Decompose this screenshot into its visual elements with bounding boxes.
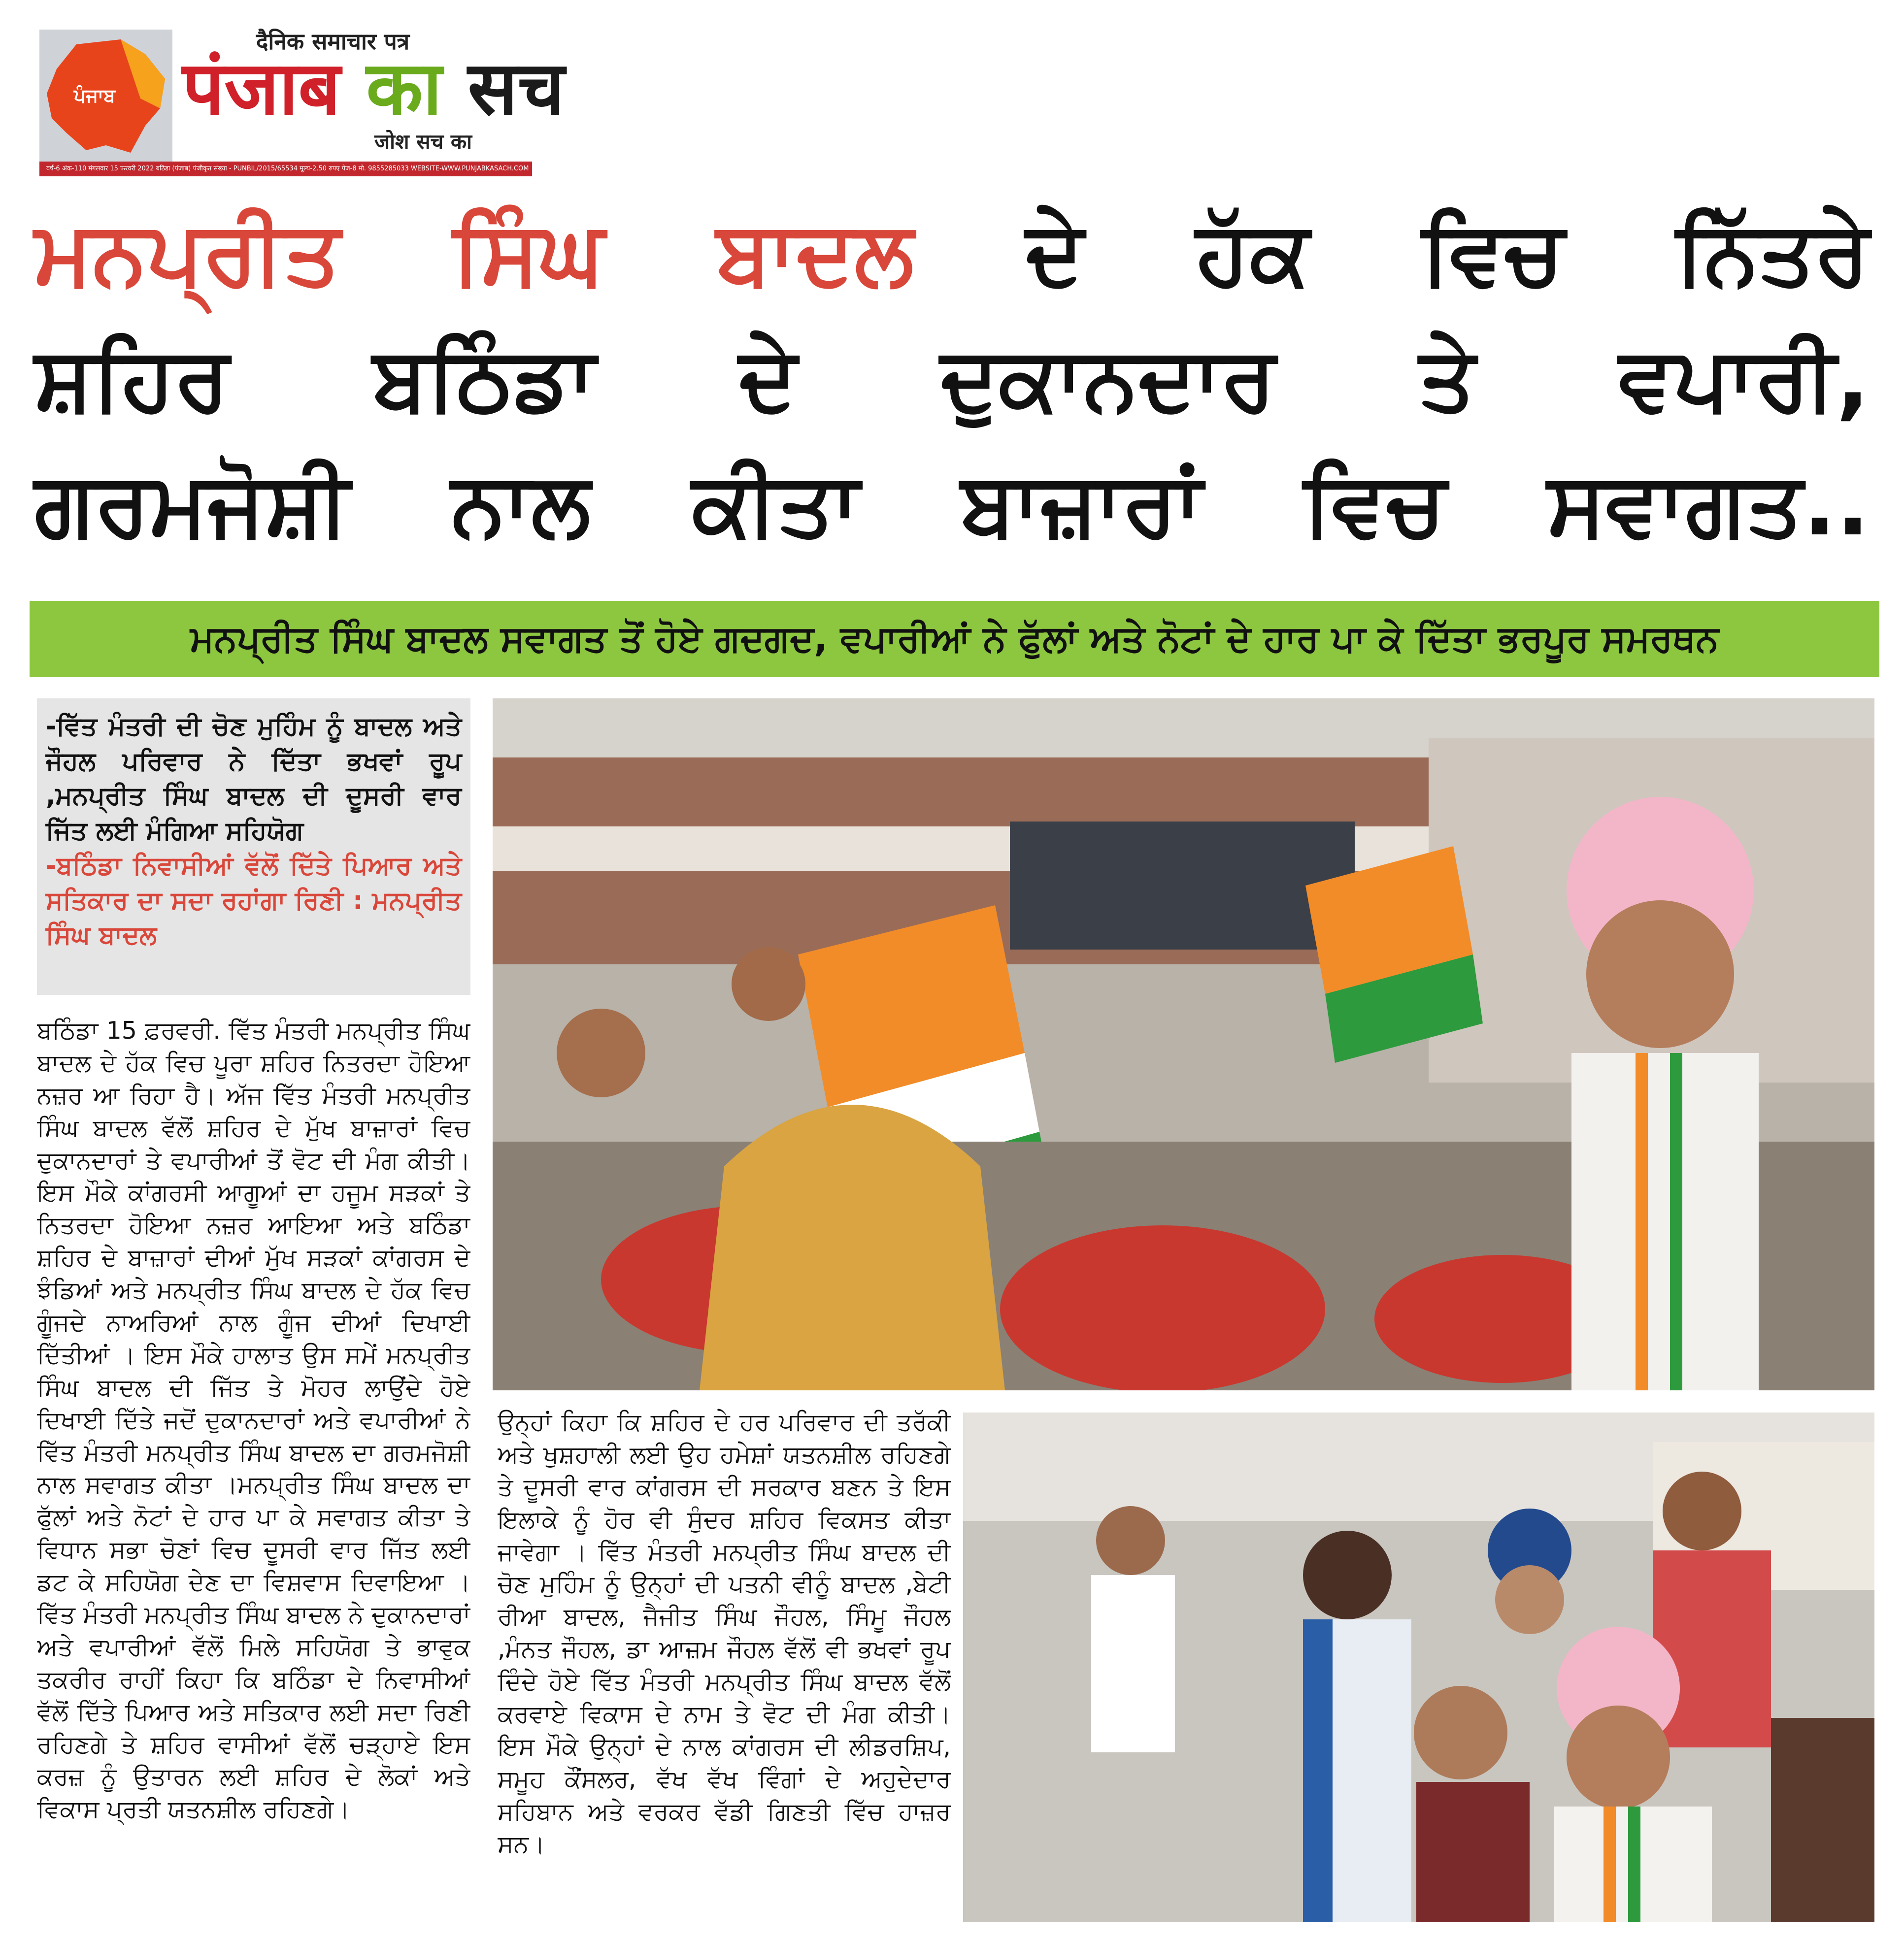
article-text: ਬਠਿੰਡਾ 15 ਫ਼ਰਵਰੀ. ਵਿੱਤ ਮੰਤਰੀ ਮਨਪ੍ਰੀਤ ਸਿੰਘ ਬਾਦਲ ਦੇ ਹੱਕ ਵਿਚ ਪੂਰਾ ਸ਼ਹਿਰ ਨਿਤਰਦਾ ਹੋਇਆ ਨਜ਼ਰ ਆ ਰਿਹਾ ਹੈ। ਅੱਜ ਵਿੱਤ ਮੰਤਰੀ ਮਨਪ੍ਰੀਤ ਸਿੰਘ ਬਾਦਲ ਵੱਲੋਂ ਸ਼ਹਿਰ ਦੇ ਮੁੱਖ ਬਾਜ਼ਾਰਾਂ ਵਿਚ ਦੁਕਾਨਦਾਰਾਂ ਤੇ ਵਪਾਰੀਆਂ ਤੋਂ ਵੋਟ ਦੀ ਮੰਗ ਕੀਤੀ।ਇਸ ਮੌਕੇ ਕਾਂਗਰਸੀ ਆਗੂਆਂ ਦਾ ਹਜੂਮ ਸੜਕਾਂ ਤੇ ਨਿਤਰਦਾ ਹੋਇਆ ਨਜ਼ਰ ਆਇਆ ਅਤੇ ਬਠਿੰਡਾ ਸ਼ਹਿਰ ਦੇ ਬਾਜ਼ਾਰਾਂ ਦੀਆਂ ਮੁੱਖ ਸੜਕਾਂ ਕਾਂਗਰਸ ਦੇ ਝੰਡਿਆਂ ਅਤੇ ਮਨਪ੍ਰੀਤ ਸਿੰਘ ਬਾਦਲ ਦੇ ਹੱਕ ਵਿਚ ਗੂੰਜਦੇ ਨਾਅਰਿਆਂ ਨਾਲ ਗੂੰਜ ਦੀਆਂ ਦਿਖਾਈ ਦਿੱਤੀਆਂ । ਇਸ ਮੌਕੇ ਹਾਲਾਤ ਉਸ ਸਮੇਂ ਮਨਪ੍ਰੀਤ ਸਿੰਘ ਬਾਦਲ ਦੀ ਜਿੱਤ ਤੇ ਮੋਹਰ ਲਾਉਂਦੇ ਹੋਏ ਦਿਖਾਈ ਦਿੱਤੇ ਜਦੋਂ ਦੁਕਾਨਦਾਰਾਂ ਅਤੇ ਵਪਾਰੀਆਂ ਨੇ ਵਿੱਤ ਮੰਤਰੀ ਮਨਪ੍ਰੀਤ ਸਿੰਘ ਬਾਦਲ ਦਾ ਗਰਮਜੋਸ਼ੀ ਨਾਲ ਸਵਾਗਤ ਕੀਤਾ ।ਮਨਪ੍ਰੀਤ ਸਿੰਘ ਬਾਦਲ ਦਾ ਫੁੱਲਾਂ ਅਤੇ ਨੋਟਾਂ ਦੇ ਹਾਰ ਪਾ ਕੇ ਸਵਾਗਤ ਕੀਤਾ ਤੇ ਵਿਧਾਨ ਸਭਾ ਚੋਣਾਂ ਵਿਚ ਦੂਸਰੀ ਵਾਰ ਜਿੱਤ ਲਈ ਡਟ ਕੇ ਸਹਿਯੋਗ ਦੇਣ ਦਾ ਵਿਸ਼ਵਾਸ ਦਿਵਾਇਆ ।ਵਿੱਤ ਮੰਤਰੀ ਮਨਪ੍ਰੀਤ ਸਿੰਘ ਬਾਦਲ ਨੇ ਦੁਕਾਨਦਾਰਾਂ ਅਤੇ ਵਪਾਰੀਆਂ ਵੱਲੋਂ ਮਿਲੇ ਸਹਿਯੋਗ ਤੇ ਭਾਵੁਕ ਤਕਰੀਰ ਰਾਹੀਂ ਕਿਹਾ ਕਿ ਬਠਿੰਡਾ ਦੇ ਨਿਵਾਸੀਆਂ ਵੱਲੋਂ ਦਿੱਤੇ ਪਿਆਰ ਅਤੇ ਸਤਿਕਾਰ ਲਈ ਸਦਾ ਰਿਣੀ ਰਹਿਣਗੇ ਤੇ ਸ਼ਹਿਰ ਵਾਸੀਆਂ ਵੱਲੋਂ ਚੜ੍ਹਾਏ ਇਸ ਕਰਜ਼ ਨੂੰ ਉਤਾਰਨ ਲਈ ਸ਼ਹਿਰ ਦੇ ਲੋਕਾਂ ਅਤੇ ਵਿਕਾਸ ਪ੍ਰਤੀ ਯਤਨਸ਼ੀਲ ਰਹਿਣਗੇ। bbox=[37, 1017, 470, 1824]
headline-word: ਬਠਿੰਡਾ bbox=[372, 328, 596, 429]
headline-word: ਨਾਲ bbox=[451, 453, 591, 555]
headline-word: ਦੁਕਾਨਦਾਰ bbox=[940, 328, 1276, 429]
headline-line-3 bbox=[34, 453, 1870, 555]
highlight-point: -ਵਿੱਤ ਮੰਤਰੀ ਦੀ ਚੋਣ ਮੁਹਿੰਮ ਨੂੰ ਬਾਦਲ ਅਤੇ ਜੌਹਲ ਪਰਿਵਾਰ ਨੇ ਦਿੱਤਾ ਭਖਵਾਂ ਰੂਪ ,ਮਨਪ੍ਰੀਤ ਸਿੰਘ ਬਾਦਲ ਦੀ ਦੂਸਰੀ ਵਾਰ ਜਿੱਤ ਲਈ ਮੰਗਿਆ ਸਹਿਯੋਗ bbox=[46, 712, 462, 846]
highlight-box bbox=[37, 698, 470, 995]
masthead-slogan: जोश सच का bbox=[374, 130, 472, 154]
headline-word: ਵਿਚ bbox=[1421, 202, 1564, 304]
headline-word: ਬਾਦਲ bbox=[716, 202, 914, 304]
headline-word: ਕੀਤਾ bbox=[692, 453, 860, 555]
masthead-title-word: सच bbox=[468, 46, 565, 131]
headline-word: ਵਪਾਰੀ, bbox=[1619, 328, 1870, 429]
masthead-title-word: का bbox=[366, 46, 442, 131]
main-photo bbox=[493, 698, 1874, 1390]
masthead-title bbox=[182, 46, 565, 131]
subheadline: ਮਨਪ੍ਰੀਤ ਸਿੰਘ ਬਾਦਲ ਸਵਾਗਤ ਤੋਂ ਹੋਏ ਗਦਗਦ, ਵਪਾਰੀਆਂ ਨੇ ਫੁੱਲਾਂ ਅਤੇ ਨੋਟਾਂ ਦੇ ਹਾਰ ਪਾ ਕੇ ਦਿੱਤਾ ਭਰਪੂਰ ਸਮਰਥਨ bbox=[30, 601, 1879, 677]
highlight-point: -ਬਠਿੰਡਾ ਨਿਵਾਸੀਆਂ ਵੱਲੋਂ ਦਿੱਤੇ ਪਿਆਰ ਅਤੇ ਸਤਿਕਾਰ ਦਾ ਸਦਾ ਰਹਾਂਗਾ ਰਿਣੀ : ਮਨਪ੍ਰੀਤ ਸਿੰਘ ਬਾਦਲ bbox=[46, 851, 462, 951]
masthead-tagline: दैनिक समाचार पत्र bbox=[256, 28, 410, 55]
headline-line-1 bbox=[34, 202, 1870, 304]
headline-word: ਸਿੰਘ bbox=[452, 202, 604, 304]
headline-line-2 bbox=[34, 328, 1870, 429]
masthead-title-word: पंजाब bbox=[182, 46, 341, 131]
headline-word: ਮਨਪ੍ਰੀਤ bbox=[34, 202, 341, 304]
headline-word: ਨਿੱਤਰੇ bbox=[1676, 202, 1870, 304]
headline-word: ਗਰਮਜੋਸ਼ੀ bbox=[34, 453, 350, 555]
headline-word: ਤੇ bbox=[1419, 328, 1475, 429]
secondary-photo bbox=[963, 1413, 1874, 1922]
article-column-2 bbox=[498, 1406, 951, 1923]
headline-word: ਸਵਾਗਤ.. bbox=[1547, 453, 1870, 555]
issue-info-strip: वर्ष-6 अंक-110 मंगलवार 15 फरवरी 2022 बठिंडा (पंजाब) पंजीकृत संख्या - PUNBIL/2015/65534 मूल्य-2.50 रुपए पेज-8 मो. 9855285033 WEBSITE-WWW.PUNJABKASACH.COM bbox=[39, 162, 532, 176]
headline-word: ਸ਼ਹਿਰ bbox=[34, 328, 230, 429]
headline-word: ਦੇ bbox=[1026, 202, 1084, 304]
headline-word: ਹੱਕ bbox=[1196, 202, 1310, 304]
article-text: ਉਨ੍ਹਾਂ ਕਿਹਾ ਕਿ ਸ਼ਹਿਰ ਦੇ ਹਰ ਪਰਿਵਾਰ ਦੀ ਤਰੱਕੀ ਅਤੇ ਖੁਸ਼ਹਾਲੀ ਲਈ ਉਹ ਹਮੇਸ਼ਾਂ ਯਤਨਸ਼ੀਲ ਰਹਿਣਗੇ ਤੇ ਦੂਸਰੀ ਵਾਰ ਕਾਂਗਰਸ ਦੀ ਸਰਕਾਰ ਬਣਨ ਤੇ ਇਸ ਇਲਾਕੇ ਨੂੰ ਹੋਰ ਵੀ ਸੁੰਦਰ ਸ਼ਹਿਰ ਵਿਕਸਤ ਕੀਤਾ ਜਾਵੇਗਾ । ਵਿੱਤ ਮੰਤਰੀ ਮਨਪ੍ਰੀਤ ਸਿੰਘ ਬਾਦਲ ਦੀ ਚੋਣ ਮੁਹਿੰਮ ਨੂੰ ਉਨ੍ਹਾਂ ਦੀ ਪਤਨੀ ਵੀਨੂੰ ਬਾਦਲ ,ਬੇਟੀ ਰੀਆ ਬਾਦਲ, ਜੈਜੀਤ ਸਿੰਘ ਜੌਹਲ, ਸਿੰਮੂ ਜੌਹਲ ,ਮੰਨਤ ਜੌਹਲ, ਡਾ ਆਜ਼ਮ ਜੌਹਲ ਵੱਲੋਂ ਵੀ ਭਖਵਾਂ ਰੂਪ ਦਿੰਦੇ ਹੋਏ ਵਿੱਤ ਮੰਤਰੀ ਮਨਪ੍ਰੀਤ ਸਿੰਘ ਬਾਦਲ ਵੱਲੋਂ ਕਰਵਾਏ ਵਿਕਾਸ ਦੇ ਨਾਮ ਤੇ ਵੋਟ ਦੀ ਮੰਗ ਕੀਤੀ। ਇਸ ਮੌਕੇ ਉਨ੍ਹਾਂ ਦੇ ਨਾਲ ਕਾਂਗਰਸ ਦੀ ਲੀਡਰਸ਼ਿਪ, ਸਮੂਹ ਕੌਂਸਲਰ, ਵੱਖ ਵੱਖ ਵਿੰਗਾਂ ਦੇ ਅਹੁਦੇਦਾਰ ਸਹਿਬਾਨ ਅਤੇ ਵਰਕਰ ਵੱਡੀ ਗਿਣਤੀ ਵਿੱਚ ਹਾਜ਼ਰ ਸਨ। bbox=[498, 1408, 951, 1858]
headline-word: ਵਿਚ bbox=[1303, 453, 1446, 555]
headline-word: ਬਾਜ਼ਾਰਾਂ bbox=[961, 453, 1203, 555]
article-column-1 bbox=[37, 1015, 470, 1921]
headline-word: ਦੇ bbox=[739, 328, 797, 429]
map-label: ਪੰਜਾਬ bbox=[74, 85, 115, 106]
